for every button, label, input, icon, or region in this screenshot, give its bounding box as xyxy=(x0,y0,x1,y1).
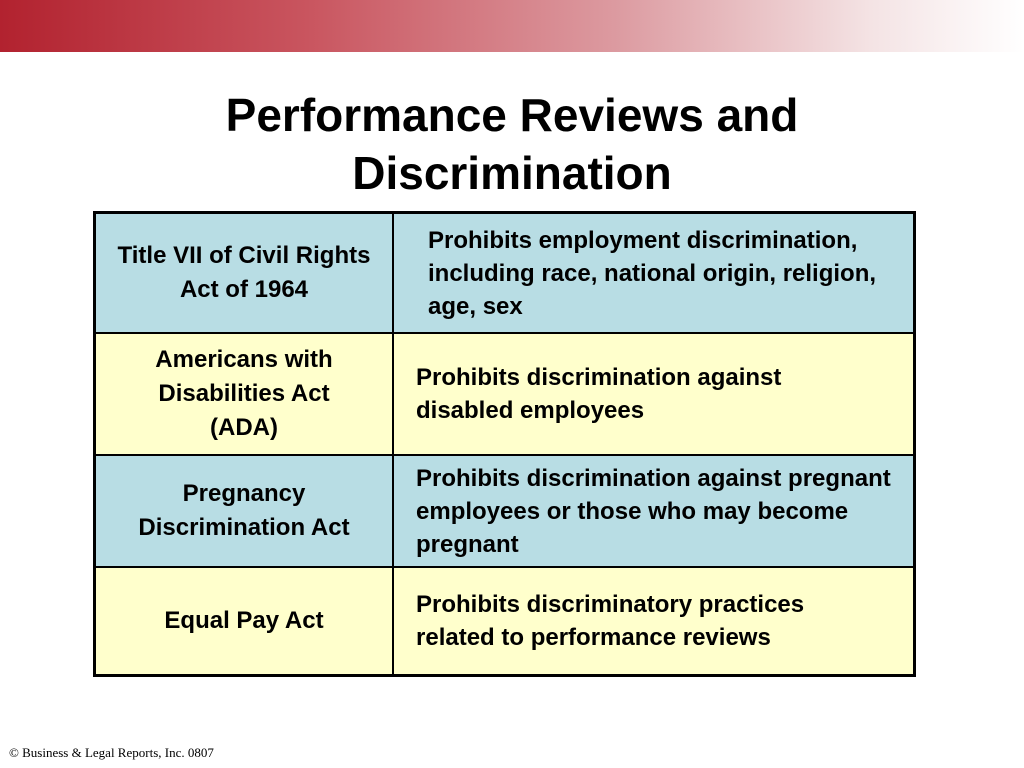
slide-title-line-1: Performance Reviews and xyxy=(225,89,799,141)
laws-table xyxy=(93,211,916,677)
table-row-equal-pay xyxy=(96,566,913,674)
act-description-cell: Prohibits discriminatory practices related to performance reviews xyxy=(416,591,805,651)
table-row-title-vii xyxy=(96,214,913,332)
header-gradient-band xyxy=(0,0,1024,52)
act-description-cell: Prohibits discrimination against pregnant employees or those who may become pregnant xyxy=(416,464,891,558)
table-row-pregnancy xyxy=(96,454,913,566)
act-name-cell: Pregnancy Discrimination Act xyxy=(96,456,394,566)
slide-title-line-2: Discrimination xyxy=(352,147,672,199)
table-row-ada xyxy=(96,332,913,454)
act-name-cell: Americans with Disabilities Act (ADA) xyxy=(96,334,394,454)
copyright-footer: © Business & Legal Reports, Inc. 0807 xyxy=(9,745,214,760)
act-name-cell: Equal Pay Act xyxy=(96,568,394,674)
act-description-cell: Prohibits employment discrimination, including race, national origin, religion, age, sex xyxy=(428,226,877,320)
slide-title xyxy=(0,86,1024,202)
act-description-cell: Prohibits discrimination against disabled employees xyxy=(416,364,782,424)
act-name-cell: Title VII of Civil Rights Act of 1964 xyxy=(96,214,394,332)
